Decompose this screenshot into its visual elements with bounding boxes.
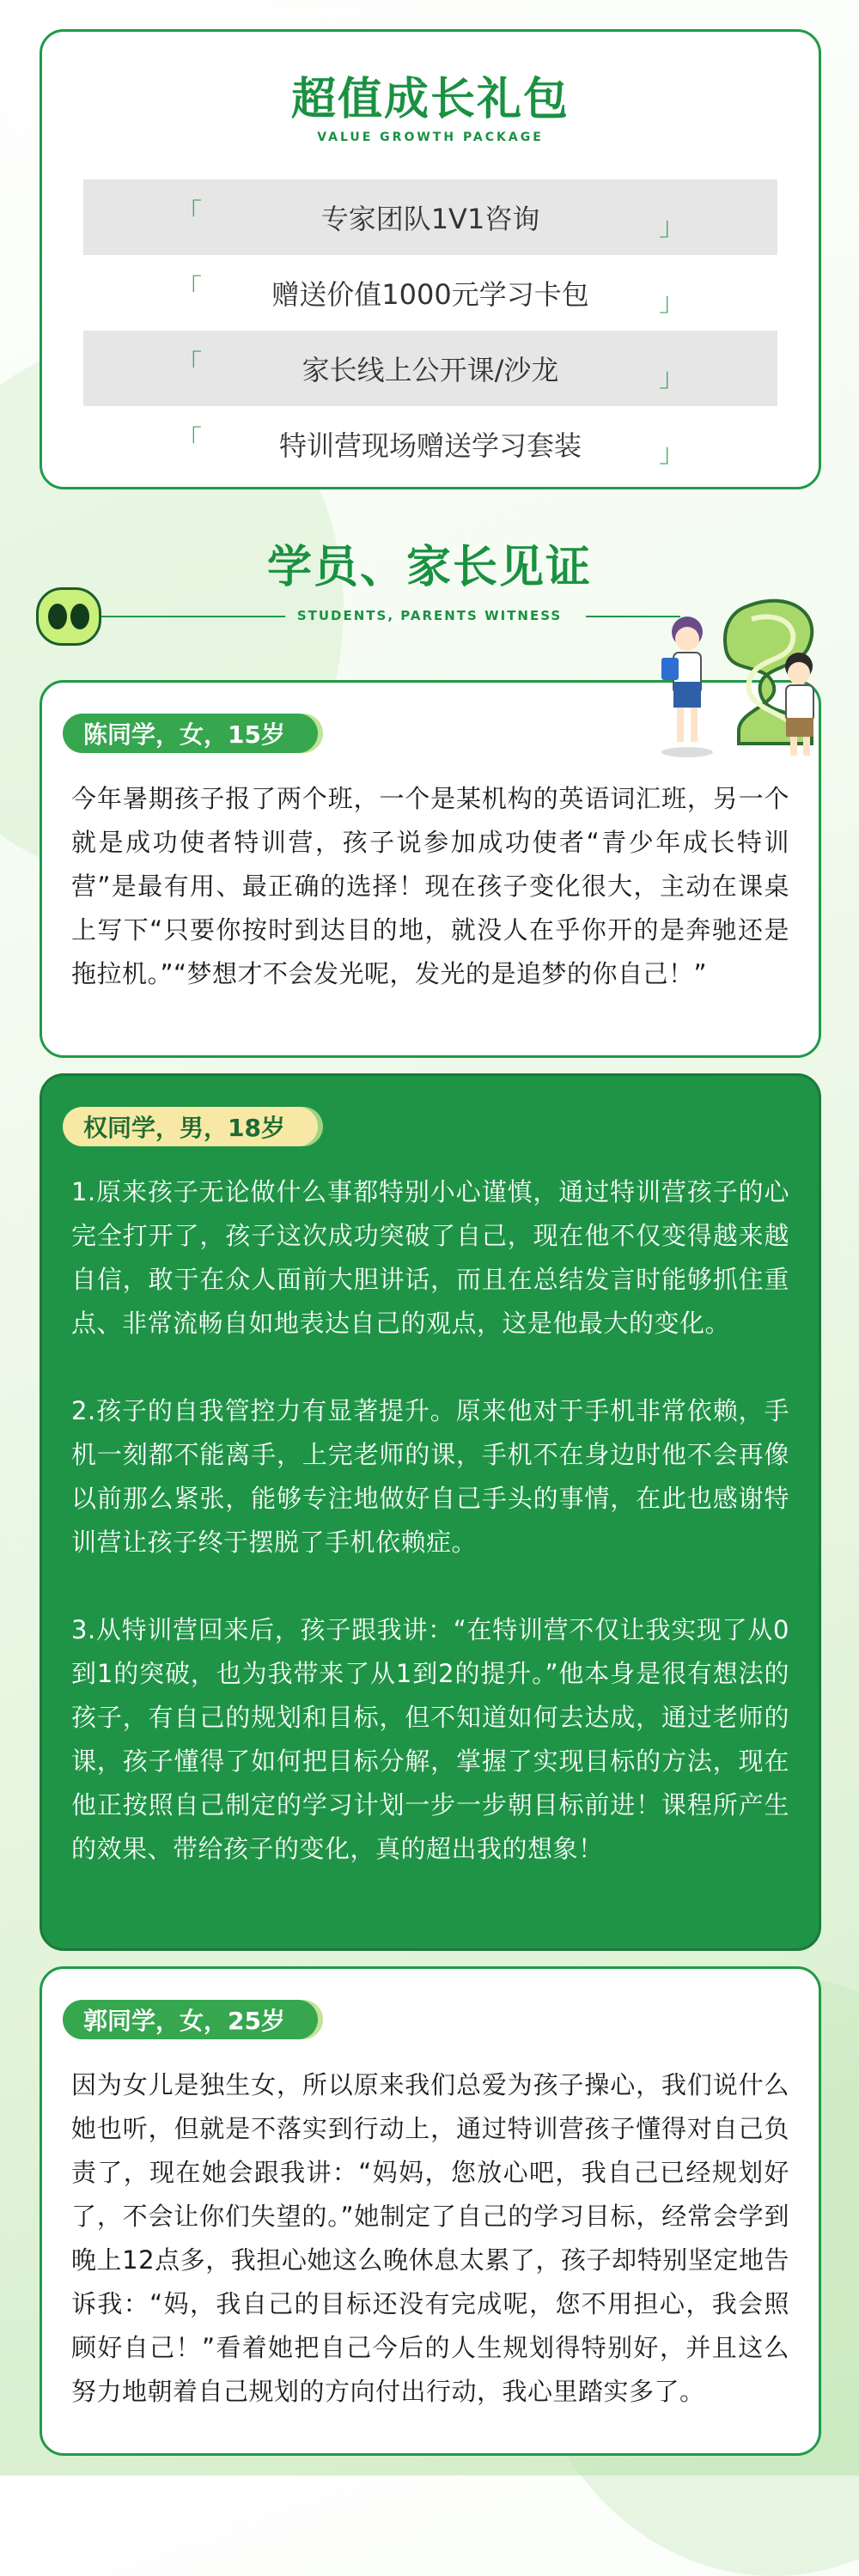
bracket-open-icon: 「 [176, 274, 202, 304]
quote-icon [36, 587, 101, 646]
testimonial-text [71, 2063, 789, 2414]
witness-title: 学员、家长见证 [266, 542, 592, 593]
bracket-open-icon: 「 [176, 349, 202, 380]
package-title: 超值成长礼包 [290, 74, 570, 125]
bracket-open-icon: 「 [176, 425, 202, 455]
package-item [83, 179, 777, 255]
package-item-label: 家长线上公开课/沙龙 [302, 354, 559, 386]
students-mascot-icon [653, 580, 842, 761]
testimonial-card [40, 1073, 821, 1951]
package-item [83, 406, 777, 482]
bracket-close-icon: 」 [659, 363, 685, 393]
testimonial-name-tag: 郭同学，女，25岁 [63, 2000, 318, 2039]
bracket-close-icon: 」 [659, 288, 685, 318]
testimonial-name-tag: 权同学，男，18岁 [63, 1107, 318, 1146]
testimonial-card [40, 1966, 821, 2456]
package-list [83, 179, 777, 482]
package-subtitle: VALUE GROWTH PACKAGE [317, 131, 544, 144]
testimonial-paragraph: 因为女儿是独生女，所以原来我们总爱为孩子操心，我们说什么她也听，但就是不落实到行动上，通过特训营孩子懂得对自己负责了，现在她会跟我讲：“妈妈，您放心吧，我自己已经规划好了，不会让你们失望的。”她制定了自己的学习目标，经常会学到晚上12点多，我担心她这么晚休息太累了，孩子却特别坚定地告诉我：“妈，我自己的目标还没有完成呢，您不用担心，我会照顾好自己！”看着她把自己今后的人生规划得特别好，并且这么努力地朝着自己规划的方向付出行动，我心里踏实多了。 [71, 2070, 789, 2406]
package-item [83, 331, 777, 406]
bracket-open-icon: 「 [176, 198, 202, 228]
growth-package-card [40, 29, 821, 489]
package-item-label: 特训营现场赠送学习套装 [278, 429, 582, 462]
bracket-close-icon: 」 [659, 439, 685, 469]
bracket-close-icon: 」 [659, 212, 685, 242]
package-item-label: 赠送价值1000元学习卡包 [271, 278, 589, 311]
testimonial-text [71, 1170, 789, 1871]
witness-subtitle: STUDENTS, PARENTS WITNESS [296, 608, 563, 623]
testimonial-paragraph: 3.从特训营回来后，孩子跟我讲：“在特训营不仅让我实现了从0到1的突破，也为我带来了从1到2的提升。”他本身是很有想法的孩子，有自己的规划和目标，但不知道如何去达成，通过老师的课，孩子懂得了如何把目标分解，掌握了实现目标的方法，现在他正按照自己制定的学习计划一步一步朝目标前进！课程所产生的效果、带给孩子的变化，真的超出我的想象！ [71, 1615, 789, 1863]
testimonial-paragraph: 今年暑期孩子报了两个班，一个是某机构的英语词汇班，另一个就是成功使者特训营，孩子说参加成功使者“青少年成长特训营”是最有用、最正确的选择！现在孩子变化很大，主动在课桌上写下“只要你按时到达目的地，就没人在乎你开的是奔驰还是拖拉机。”“梦想才不会发光呢，发光的是追梦的你自己！” [71, 784, 789, 988]
package-item-label: 专家团队1V1咨询 [320, 203, 540, 235]
package-item [83, 255, 777, 331]
testimonial-name-tag: 陈同学，女，15岁 [63, 714, 318, 753]
testimonial-paragraph: 2.孩子的自我管控力有显著提升。原来他对于手机非常依赖，手机一刻都不能离手，上完老师的课，手机不在身边时他不会再像以前那么紧张，能够专注地做好自己手头的事情，在此也感谢特训营让孩子终于摆脱了手机依赖症。 [71, 1396, 789, 1557]
testimonial-text [71, 777, 789, 996]
testimonial-paragraph: 1.原来孩子无论做什么事都特别小心谨慎，通过特训营孩子的心完全打开了，孩子这次成功突破了自己，现在他不仅变得越来越自信，敢于在众人面前大胆讲话，而且在总结发言时能够抓住重点、非常流畅自如地表达自己的观点，这是他最大的变化。 [71, 1177, 789, 1338]
